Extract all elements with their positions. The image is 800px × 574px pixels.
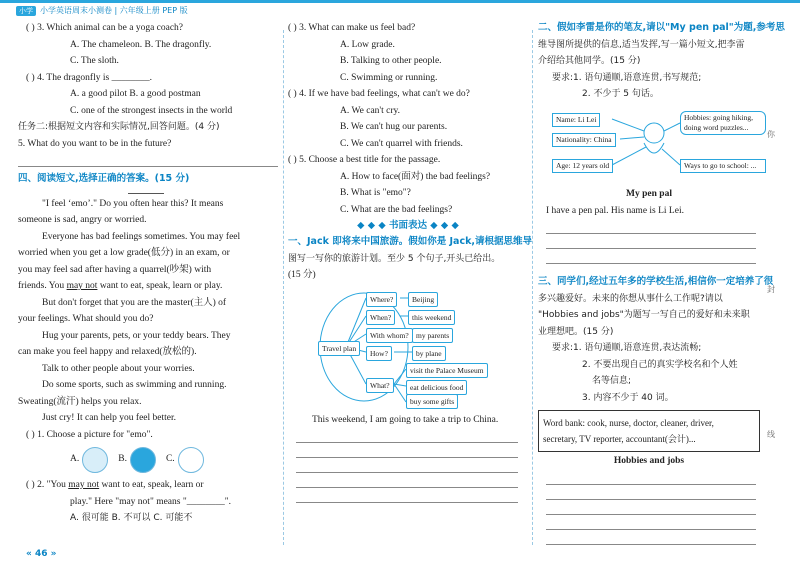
column-3: [538, 20, 785, 545]
answer-line[interactable]: [546, 234, 756, 249]
answer-option[interactable]: C. The sloth.: [70, 56, 119, 66]
task-heading: 任务二:根据短文内容和实际情况,回答问题。(4 分): [18, 122, 220, 132]
word-bank-line: Word bank: cook, nurse, doctor, cleaner, driver,: [543, 418, 714, 428]
writing-prompt: 一、Jack 即将来中国旅游。假如你是 Jack,请根据思维导: [288, 236, 533, 247]
passage-line: Hug your parents, pets, or your teddy bears. They: [42, 330, 231, 341]
column-divider: [532, 30, 533, 545]
writing-prompt: 多兴趣爱好。未来的你想从事什么工作呢?请以: [538, 293, 723, 304]
passage-line: you may feel sad after having a quarrel(吵架) with: [18, 264, 212, 275]
column-2: [288, 20, 533, 503]
pen-pal-hobbies: Hobbies: going hiking, doing word puzzles...: [680, 111, 766, 135]
passage-line: Do some sports, such as swimming and running.: [42, 380, 227, 390]
question-text: ( ) 5. Choose a best title for the passage.: [288, 155, 441, 165]
composition-title: Hobbies and jobs: [613, 456, 685, 466]
mind-map-node: How?: [366, 346, 392, 361]
pen-pal-age: Age: 12 years old: [552, 159, 613, 173]
underlined-phrase: may not: [66, 281, 98, 291]
answer-option[interactable]: C. What are the bad feelings?: [340, 204, 453, 215]
face-options: [18, 443, 280, 477]
mind-map-node: With whom?: [366, 328, 413, 343]
answer-option[interactable]: C. Swimming or running.: [340, 72, 438, 83]
requirement: 2. 不少于 5 句话。: [582, 89, 659, 99]
requirement: 2. 不要出现自己的真实学校名和个人姓: [582, 359, 738, 370]
text: ( ) 2. "You: [26, 480, 69, 490]
option-label: A.: [70, 454, 80, 465]
smiling-face-icon: [82, 447, 108, 473]
option-b[interactable]: [118, 447, 156, 473]
section-banner: ◆ ◆ ◆ 书面表达 ◆ ◆ ◆: [357, 220, 459, 231]
passage-line: your feelings. What should you do?: [18, 314, 154, 324]
passage-line: [18, 278, 280, 295]
composition-title: My pen pal: [626, 188, 672, 199]
answer-option[interactable]: A. We can't cry.: [340, 105, 401, 116]
answer-line[interactable]: [546, 500, 756, 515]
writing-start: I have a pen pal. His name is Li Lei.: [546, 205, 684, 216]
question-text: ( ) 4. The dragonfly is ________.: [26, 72, 152, 83]
answer-option[interactable]: A. How to face(面对) the bad feelings?: [340, 171, 491, 182]
question-text: play." Here "may not" means "________".: [70, 496, 231, 507]
mind-map-node: Where?: [366, 292, 397, 307]
section-title: 四、阅读短文,选择正确的答案。(15 分): [18, 173, 190, 184]
answer-line[interactable]: [296, 428, 518, 443]
pen-pal-ways: Ways to go to school: ...: [680, 159, 766, 173]
question-text: ( ) 3. Which animal can be a yoga coach?: [26, 23, 184, 33]
passage-line: worried when you get a low grade(低分) in an exam, or: [18, 248, 230, 258]
travel-mind-map: [288, 288, 528, 406]
answer-line[interactable]: [296, 443, 518, 458]
writing-prompt: 维导图所提供的信息,适当发挥,写一篇小短文,把李雷: [538, 39, 745, 50]
underlined-phrase: may not: [68, 480, 100, 490]
answer-line[interactable]: [546, 219, 756, 234]
option-a[interactable]: [70, 447, 108, 473]
passage-line: someone is sad, angry or worried.: [18, 215, 147, 225]
writing-prompt: 二、假如李雷是你的笔友,请以"My pen pal"为题,参考思: [538, 22, 785, 33]
binding-mark: 封: [767, 285, 775, 294]
answer-options[interactable]: A. a good pilot B. a good postman: [70, 89, 201, 99]
answer-line[interactable]: [546, 530, 756, 545]
mind-map-answer: my parents: [412, 328, 453, 343]
question-text: ( ) 1. Choose a picture for "emo".: [26, 429, 153, 440]
requirement: 3. 内容不少于 40 词。: [582, 392, 674, 403]
mind-map-center: Travel plan: [318, 341, 360, 356]
answer-options[interactable]: A. 很可能 B. 不可以 C. 可能不: [70, 513, 193, 523]
writing-start: This weekend, I am going to take a trip to China.: [312, 414, 499, 425]
writing-prompt: 图写一写你的旅游计划。至少 5 个句子,开头已给出。: [288, 253, 501, 264]
passage-line: Just cry! It can help you feel better.: [42, 413, 177, 423]
crying-face-icon: [178, 447, 204, 473]
passage-line: Sweating(流汗) helps you relax.: [18, 396, 142, 407]
answer-options[interactable]: A. The chameleon. B. The dragonfly.: [70, 39, 212, 50]
passage-line: "I feel ‘emo’." Do you often hear this? It means: [42, 198, 224, 209]
answer-option[interactable]: A. Low grade.: [340, 39, 395, 50]
text: want to eat, speak, learn or play.: [97, 281, 223, 291]
writing-prompt: 业理想吧。(15 分): [538, 326, 614, 337]
requirement: 名等信息;: [592, 376, 632, 386]
answer-option[interactable]: B. Talking to other people.: [340, 56, 442, 66]
word-bank-line: secretary, TV reporter, accountant(会计)...: [543, 434, 696, 444]
answer-option[interactable]: B. We can't hug our parents.: [340, 122, 448, 132]
binding-mark: 线: [767, 430, 775, 439]
title-blank[interactable]: [128, 188, 164, 194]
answer-option[interactable]: C. one of the strongest insects in the world: [70, 105, 233, 116]
answer-option[interactable]: C. We can't quarrel with friends.: [340, 138, 463, 149]
mind-map-answer: this weekend: [408, 310, 455, 325]
pen-pal-nationality: Nationality: China: [552, 133, 616, 147]
question-text: ( ) 4. If we have bad feelings, what can't we do?: [288, 89, 470, 99]
option-c[interactable]: [166, 447, 204, 473]
column-divider: [283, 30, 284, 545]
answer-line[interactable]: [546, 249, 756, 264]
header-title: 小学英语周末小测卷 | 六年级上册 PEP 版: [40, 6, 188, 15]
requirement: 要求:1. 语句通顺,语意连贯,书写规范;: [552, 72, 702, 83]
mind-map-node: What?: [366, 378, 394, 393]
column-1: [18, 20, 280, 527]
answer-line[interactable]: [296, 473, 518, 488]
answer-option[interactable]: B. What is "emo"?: [340, 188, 411, 198]
writing-prompt: "Hobbies and jobs"为题写一写自己的爱好和未来职: [538, 310, 750, 320]
question-text: ( ) 3. What can make us feel bad?: [288, 23, 416, 33]
mind-map-node: When?: [366, 310, 395, 325]
mind-map-answer: buy some gifts: [406, 394, 458, 409]
writing-prompt: 介绍给其他同学。(15 分): [538, 56, 641, 66]
word-bank: [538, 410, 760, 452]
passage-line: Everyone has bad feelings sometimes. You may feel: [42, 231, 241, 242]
question-text: [18, 477, 280, 494]
banner-title: 书面表达: [388, 220, 427, 231]
header: [16, 4, 188, 18]
option-label: C.: [165, 454, 175, 465]
requirement: 要求:1. 语句通顺,语意连贯,表达流畅;: [552, 343, 702, 353]
text: friends. You: [18, 281, 67, 291]
answer-line[interactable]: [296, 488, 518, 503]
mind-map-answer: by plane: [412, 346, 446, 361]
logo: 小学: [16, 6, 36, 16]
text: want to eat, speak, learn or: [99, 480, 204, 490]
passage-line: Talk to other people about your worries.: [42, 363, 195, 374]
binding-mark: 你: [767, 130, 775, 139]
answer-line[interactable]: [546, 515, 756, 530]
mind-map-answer: Beijing: [408, 292, 438, 307]
question-text: 5. What do you want to be in the future?: [18, 138, 172, 149]
answer-line[interactable]: [546, 470, 756, 485]
answer-line[interactable]: [18, 152, 278, 167]
page-number: « 46 »: [26, 549, 57, 559]
passage-line: can make you feel happy and relaxed(放松的).: [18, 347, 197, 357]
answer-line[interactable]: [296, 458, 518, 473]
mind-map-answer: visit the Palace Museum: [406, 363, 488, 378]
pen-pal-name: Name: Li Lei: [552, 113, 600, 127]
sad-face-icon: [130, 447, 156, 473]
answer-line[interactable]: [546, 485, 756, 500]
passage-line: But don't forget that you are the master(主人) of: [42, 297, 227, 308]
writing-prompt: (15 分): [288, 270, 316, 280]
pen-pal-mind-map: [552, 109, 767, 181]
mind-map-answer: eat delicious food: [406, 380, 467, 395]
writing-prompt: 三、同学们,经过五年多的学校生活,相信你一定培养了很: [538, 276, 774, 287]
option-label: B.: [118, 454, 127, 465]
